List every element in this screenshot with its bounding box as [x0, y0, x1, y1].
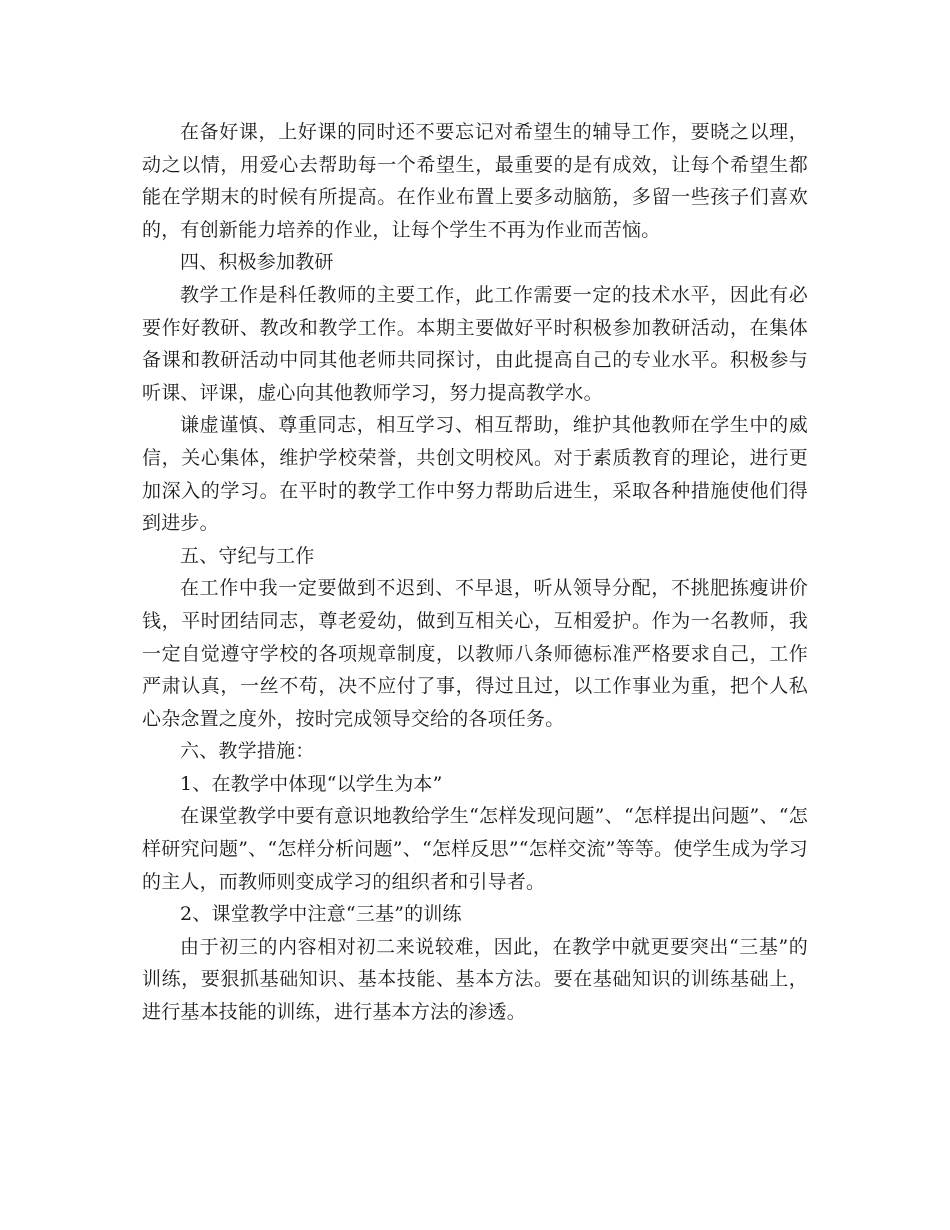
subheading-three-basics: 2、课堂教学中注意“三基”的训练 — [180, 903, 462, 926]
paragraph-tutoring: 在备好课，上好课的同时还不要忘记对希望生的辅导工作，要晓之以理，动之以情，用爱心去帮助每一个希望生，最重要的是有成效，让每个希望生都能在学期末的时候有所提高。在作业布置上要多动脑筋，多留一些孩子们喜欢的，有创新能力培养的作业，让每个学生不再为作业而苦恼。 — [142, 121, 808, 241]
heading-discipline: 五、守纪与工作 — [180, 544, 315, 567]
document-body — [142, 116, 808, 1029]
heading-measures: 六、教学措施： — [180, 740, 315, 763]
paragraph-student-centered: 在课堂教学中要有意识地教给学生“怎样发现问题”、“怎样提出问题”、“怎样研究问题”、“怎样分析问题”、“怎样反思”“怎样交流”等等。使学生成为学习的主人，而教师则变成学习的组织者和引导者。 — [142, 805, 808, 893]
paragraph-three-basics: 由于初三的内容相对初二来说较难，因此，在教学中就更要突出“三基”的训练，要狠抓基础知识、基本技能、基本方法。要在基础知识的训练基础上，进行基本技能的训练，进行基本方法的渗透。 — [142, 935, 808, 1024]
paragraph-discipline: 在工作中我一定要做到不迟到、不早退，听从领导分配，不挑肥拣瘦讲价钱，平时团结同志，尊老爱幼，做到互相关心，互相爱护。作为一名教师，我一定自觉遵守学校的各项规章制度，以教师八条师德标准严格要求自己，工作严肃认真，一丝不苟，决不应付了事，得过且过，以工作事业为重，把个人私心杂念置之度外，按时完成领导交给的各项任务。 — [142, 577, 808, 730]
paragraph-collaboration: 谦虚谨慎、尊重同志，相互学习、相互帮助，维护其他教师在学生中的威信，关心集体，维护学校荣誉，共创文明校风。对于素质教育的理论，进行更加深入的学习。在平时的教学工作中努力帮助后进生，采取各种措施使他们得到进步。 — [142, 414, 808, 535]
subheading-student-centered: 1、在教学中体现“以学生为本” — [180, 772, 443, 795]
heading-research: 四、积极参加教研 — [180, 251, 334, 274]
paragraph-research: 教学工作是科任教师的主要工作，此工作需要一定的技术水平，因此有必要作好教研、教改和教学工作。本期主要做好平时积极参加教研活动，在集体备课和教研活动中同其他老师共同探讨，由此提高自己的专业水平。积极参与听课、评课，虚心向其他教师学习，努力提高教学水。 — [142, 283, 808, 404]
